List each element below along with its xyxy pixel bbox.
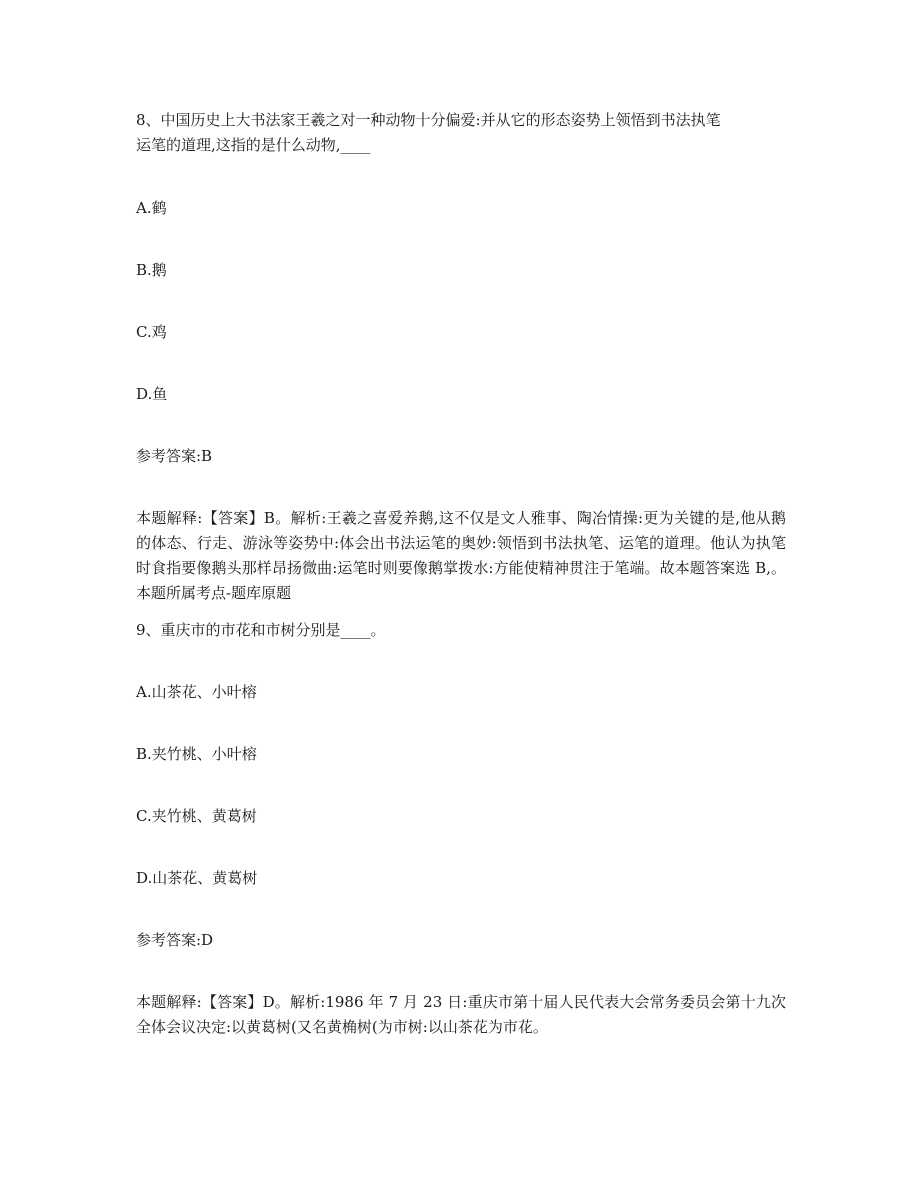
question-8-option-a: A.鹤 <box>136 199 167 217</box>
question-8-stem-line-2: 运笔的道理,这指的是什么动物,____ <box>136 136 371 154</box>
question-9-explanation: 本题解释:【答案】D。解析:1986 年 7 月 23 日:重庆市第十届人民代表大会常务委员会第十九次全体会议决定:以黄葛树(又名黄桷树(为市树:以山茶花为市花。 <box>136 993 786 1036</box>
question-9-answer: 参考答案:D <box>136 931 214 949</box>
question-9-option-c: C.夹竹桃、黄葛树 <box>136 807 257 825</box>
question-8-option-b: B.鹅 <box>136 261 167 279</box>
question-8-option-c: C.鸡 <box>136 323 167 341</box>
question-9-stem: 9、重庆市的市花和市树分别是____。 <box>136 621 386 639</box>
question-9-option-b: B.夹竹桃、小叶榕 <box>136 745 257 763</box>
question-9-option-d: D.山茶花、黄葛树 <box>136 869 258 887</box>
question-8-option-d: D.鱼 <box>136 385 168 403</box>
question-8-answer: 参考答案:B <box>136 447 213 465</box>
question-9-option-a: A.山茶花、小叶榕 <box>136 683 257 701</box>
question-8-stem-line-1: 8、中国历史上大书法家王羲之对一种动物十分偏爱:并从它的形态姿势上领悟到书法执笔 <box>136 111 721 129</box>
question-8-explanation: 本题解释:【答案】B。解析:王羲之喜爱养鹅,这不仅是文人雅事、陶冶情操:更为关键的是,他从鹅的体态、行走、游泳等姿势中:体会出书法运笔的奥妙:领悟到书法执笔、运笔的道理。他认为执笔时食指要像鹅头那样昂扬微曲:运笔时则要像鹅掌拨水:方能使精神贯注于笔端。故本题答案选 B,。本题所属考点-题库原题 <box>136 509 786 602</box>
